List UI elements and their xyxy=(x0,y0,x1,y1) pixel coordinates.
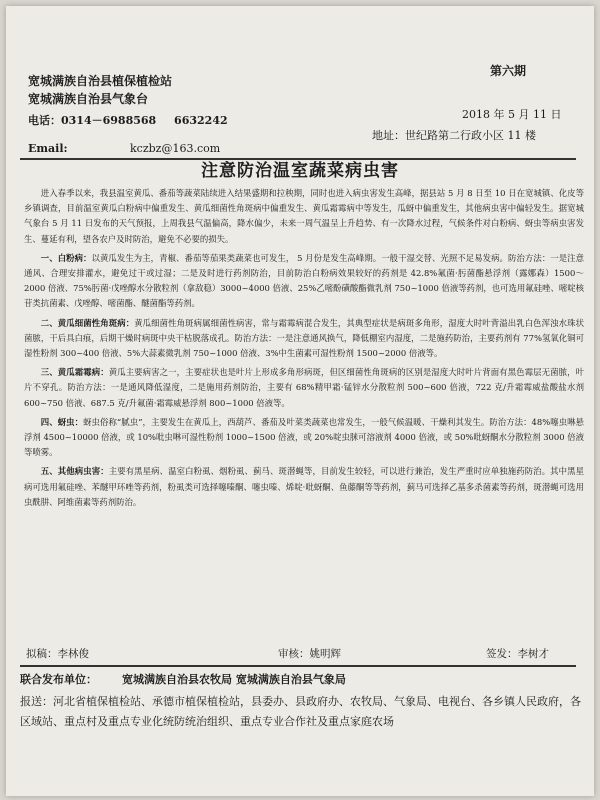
footer-divider xyxy=(20,665,576,667)
drafter-signature: 拟稿：李林俊 xyxy=(26,648,89,660)
org-name-plant-protection: 宽城满族自治县植保植检站 xyxy=(28,74,173,88)
section-text: 蚜虫俗称“腻虫”，主要发生在黄瓜上，西葫芦、番茄及叶菜类蔬菜也常发生，一般气候温暖、干燥利其发生。防治方法：48%噻虫啉悬浮剂 4500~10000 倍液，或 10%吡虫啉可湿性粉剂 1000~1500 倍液，或 20%啶虫脒可溶液剂 4000 倍液，或 50%吡蚜酮水分散粒剂 3000 倍液等喷雾。 xyxy=(24,416,585,458)
section-angular-leaf-spot xyxy=(24,316,584,362)
issue-date: 2018 年 5 月 11 日 xyxy=(462,108,562,121)
section-downy-mildew xyxy=(24,365,584,411)
phone-secondary: 6632242 xyxy=(174,114,228,127)
publisher-value: 宽城满族自治县农牧局 宽城满族自治县气象局 xyxy=(122,673,346,686)
section-heading: 四、蚜虫： xyxy=(40,416,84,427)
section-heading: 五、其他病虫害： xyxy=(40,466,109,477)
section-other-pests xyxy=(24,464,584,510)
section-text: 主要有黑星病、温室白粉虱、烟粉虱、蓟马、斑潜蝇等，目前发生较轻，可以进行兼治，发生严重时应单独施药防治。其中黑星病可选用氟硅唑、苯醚甲环唑等药剂，粉虱类可选择噻嗪酮、噻虫嗪、烯啶·吡蚜酮、鱼藤酮等等药剂，蓟马可选择乙基多杀菌素等药剂，斑潜蝇可选用虫酰肼、阿维菌素等药剂防治。 xyxy=(24,466,585,507)
reviewer-signature: 审核：姚明辉 xyxy=(278,648,341,660)
document-title: 注意防治温室蔬菜病虫害 xyxy=(201,161,399,181)
phone-label: 电话：0314－6988568 xyxy=(28,114,157,127)
issuer-signature: 签发：李树才 xyxy=(486,648,549,660)
section-heading: 三、黄瓜霜霉病： xyxy=(40,367,109,378)
section-text: 黄瓜细菌性角斑病属细菌性病害，常与霜霉病混合发生，其典型症状是病斑多角形，湿度大时叶背溢出乳白色浑浊水珠状菌脓，干后具白痕，后期干燥时病斑中央干枯脱落成孔。防治方法：一是注意通风换气，降低棚室内湿度，二是施药防治，主要药剂有 77%氢氧化铜可湿性粉剂 300~400 倍液、5%大蒜素微乳剂 750~1000 倍液、3%中生菌素可湿性粉剂 1500~2000 倍液等。 xyxy=(24,317,585,359)
publisher-label: 联合发布单位： xyxy=(20,673,97,686)
email-value: kczbz@163.com xyxy=(130,142,221,155)
intro-paragraph: 进入春季以来，我县温室黄瓜、番茄等蔬菜陆续进入结果盛期和拉秧期，同时也进入病虫害发生高峰，据县站 5 月 8 日至 10 日在宽城镇、化皮等乡镇调查，目前温室黄瓜白粉病中偏重发生、黄瓜细菌性角斑病中偏重发生、黄瓜霜霉病中等发生，瓜蚜中偏重发生，其他病虫害中偏轻发生。据宽城气象台 5 月 11 日发布的天气预报，上周我县气温偏高，降水偏少，未来一周气温呈上升趋势、有一次降水过程，气候条件对白粉病、蚜虫等病虫害发生、蔓延有利，望各农户及时防治，避免不必要的损失。 xyxy=(24,188,584,244)
address: 地址：世纪路第二行政小区 11 楼 xyxy=(372,129,536,142)
section-aphids xyxy=(24,415,584,461)
issue-number: 第六期 xyxy=(490,64,527,78)
org-name-weather-station: 宽城满族自治县气象台 xyxy=(28,92,149,106)
section-heading: 一、白粉病： xyxy=(40,252,92,263)
distribution-list: 报送：河北省植保植检站、承德市植保植检站，县委办、县政府办、农牧局、气象局、电视台、各乡镇人民政府，各区域站、重点村及重点专业化统防统治组织、重点专业合作社及重点家庭农场 xyxy=(20,695,581,728)
email-label: Email: xyxy=(28,142,68,155)
section-heading: 二、黄瓜细菌性角斑病： xyxy=(40,317,135,328)
document-page xyxy=(6,6,594,796)
section-powdery-mildew xyxy=(24,251,584,312)
section-text: 黄瓜主要病害之一，主要症状也是叶片上形成多角形病斑，但区细菌性角斑病的区别是湿度大时叶片背面有黑色霉层无菌脓，叶片不穿孔。防治方法：一是通风降低湿度，二是施用药剂防治，主要有 68%精甲霜·锰锌水分散粒剂 500~600 倍液，722 克/升霜霉威盐酸盐水剂 600~750 倍液、687.5 克/升氟菌·霜霉威悬浮剂 800~1000 倍液等。 xyxy=(24,367,585,408)
document-body xyxy=(24,186,584,510)
section-text: 以黄瓜发生为主，青椒、番茄等茄果类蔬菜也可发生， 5 月份是发生高峰期。一般干湿交替、光照不足易发病。防治方法：一是注意通风、合理安排灌水，避免过干或过湿；二是及时进行药剂防治，目前防治白粉病效果较好的药剂是 42.8%氟菌·肟菌酯悬浮剂（露娜森）1500～2000 倍液、75%肟菌·戊唑醇水分散粒剂（拿敌稳）3000~4000 倍液、25%乙嘧酚磺酸酯微乳剂 750~1000 倍液等药剂，也可选用氟硅唑、嘧啶核苷类抗菌素、戊唑醇、嘧菌酯、醚菌酯等药剂。 xyxy=(24,252,584,309)
phone-info xyxy=(28,112,228,128)
